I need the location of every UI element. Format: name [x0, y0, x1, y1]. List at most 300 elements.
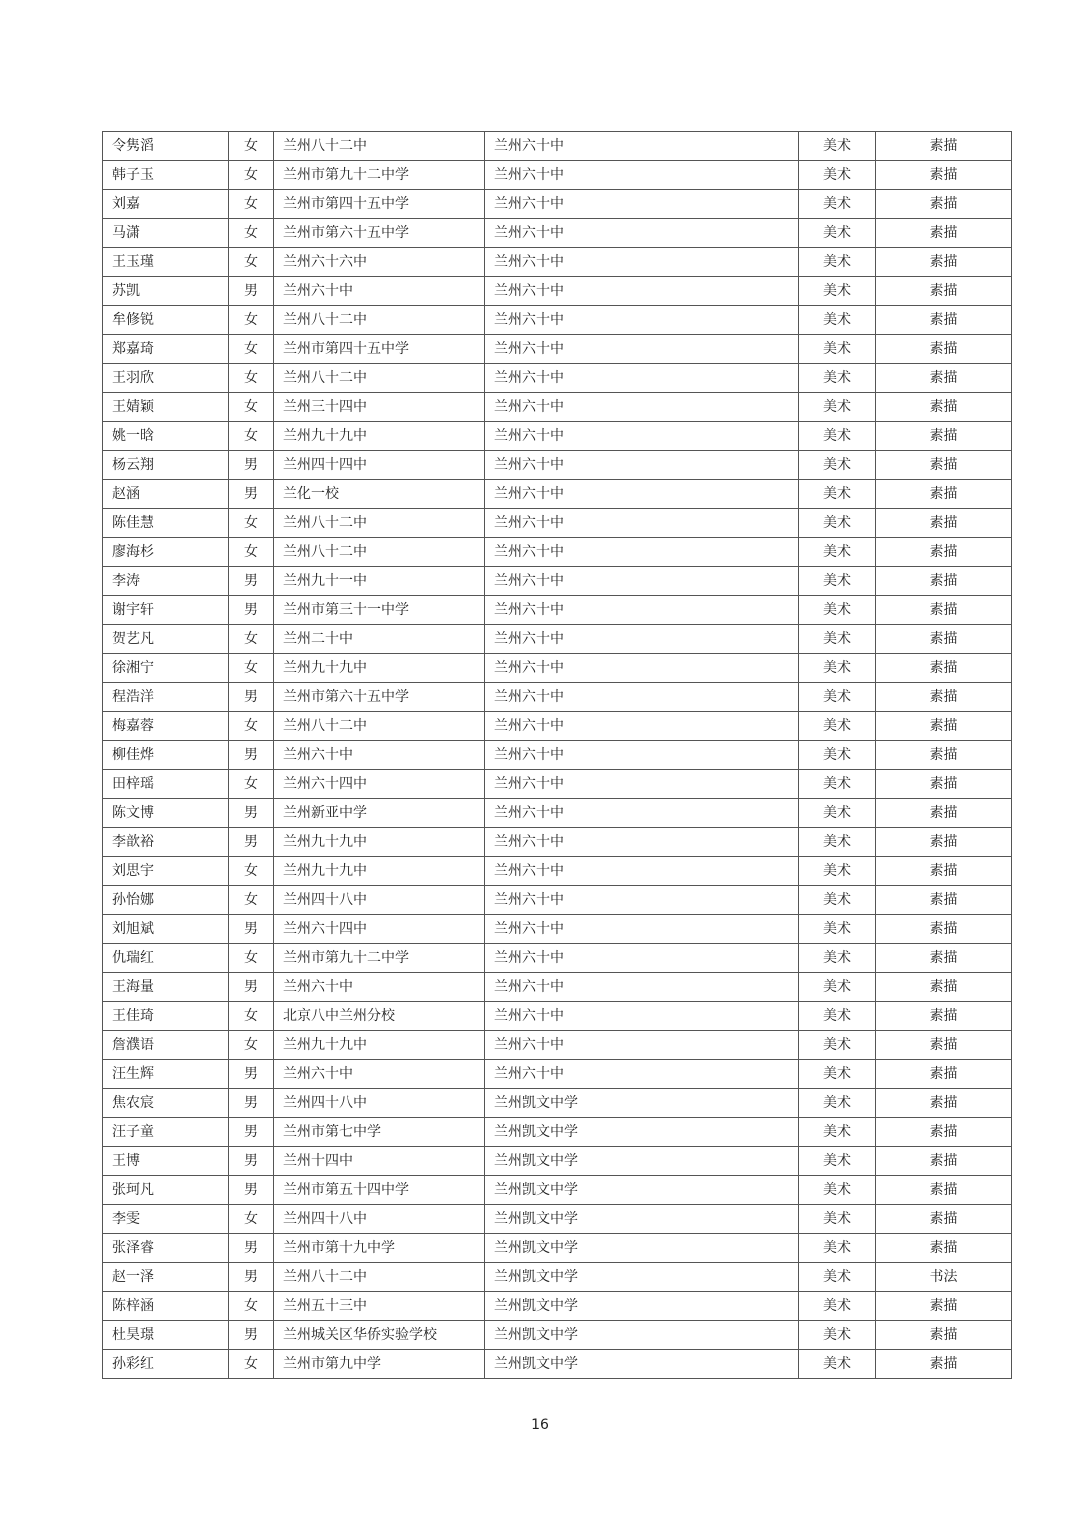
- table-row: [103, 828, 1012, 857]
- student-name-cell: 令隽滔: [103, 132, 229, 161]
- origin-school-cell: 兰州九十一中: [274, 567, 485, 596]
- category-cell: 美术: [799, 596, 876, 625]
- category-cell: 美术: [799, 973, 876, 1002]
- table-row: [103, 683, 1012, 712]
- table-row: [103, 857, 1012, 886]
- student-name-cell: 刘思宇: [103, 857, 229, 886]
- major-cell: 素描: [876, 1205, 1012, 1234]
- major-cell: 素描: [876, 335, 1012, 364]
- major-cell: 素描: [876, 741, 1012, 770]
- table-row: [103, 886, 1012, 915]
- gender-cell: 女: [229, 944, 274, 973]
- gender-cell: 男: [229, 683, 274, 712]
- table-row: [103, 944, 1012, 973]
- gender-cell: 女: [229, 335, 274, 364]
- gender-cell: 女: [229, 770, 274, 799]
- major-cell: 素描: [876, 190, 1012, 219]
- admitting-school-cell: 兰州凯文中学: [485, 1292, 799, 1321]
- student-name-cell: 梅嘉蓉: [103, 712, 229, 741]
- admitting-school-cell: 兰州六十中: [485, 277, 799, 306]
- student-name-cell: 陈佳慧: [103, 509, 229, 538]
- gender-cell: 男: [229, 567, 274, 596]
- origin-school-cell: 兰州六十四中: [274, 770, 485, 799]
- category-cell: 美术: [799, 712, 876, 741]
- major-cell: 素描: [876, 828, 1012, 857]
- major-cell: 素描: [876, 886, 1012, 915]
- student-name-cell: 田梓瑶: [103, 770, 229, 799]
- origin-school-cell: 兰州市第七中学: [274, 1118, 485, 1147]
- student-name-cell: 王玉瑾: [103, 248, 229, 277]
- category-cell: 美术: [799, 248, 876, 277]
- table-row: [103, 1350, 1012, 1379]
- category-cell: 美术: [799, 161, 876, 190]
- origin-school-cell: 兰州市第三十一中学: [274, 596, 485, 625]
- category-cell: 美术: [799, 1060, 876, 1089]
- origin-school-cell: 兰州六十中: [274, 1060, 485, 1089]
- category-cell: 美术: [799, 828, 876, 857]
- major-cell: 素描: [876, 364, 1012, 393]
- category-cell: 美术: [799, 538, 876, 567]
- gender-cell: 男: [229, 1089, 274, 1118]
- student-name-cell: 王羽欣: [103, 364, 229, 393]
- major-cell: 素描: [876, 1147, 1012, 1176]
- admitting-school-cell: 兰州六十中: [485, 973, 799, 1002]
- student-name-cell: 苏凯: [103, 277, 229, 306]
- major-cell: 素描: [876, 393, 1012, 422]
- origin-school-cell: 兰州九十九中: [274, 654, 485, 683]
- major-cell: 素描: [876, 161, 1012, 190]
- gender-cell: 男: [229, 741, 274, 770]
- admitting-school-cell: 兰州六十中: [485, 596, 799, 625]
- admitting-school-cell: 兰州六十中: [485, 944, 799, 973]
- admitting-school-cell: 兰州六十中: [485, 393, 799, 422]
- origin-school-cell: 北京八中兰州分校: [274, 1002, 485, 1031]
- category-cell: 美术: [799, 1118, 876, 1147]
- gender-cell: 男: [229, 1234, 274, 1263]
- table-row: [103, 277, 1012, 306]
- table-row: [103, 799, 1012, 828]
- origin-school-cell: 兰州六十中: [274, 741, 485, 770]
- major-cell: 素描: [876, 132, 1012, 161]
- student-name-cell: 贺艺凡: [103, 625, 229, 654]
- student-name-cell: 赵涵: [103, 480, 229, 509]
- table-row: [103, 712, 1012, 741]
- gender-cell: 女: [229, 1205, 274, 1234]
- origin-school-cell: 兰州市第四十五中学: [274, 190, 485, 219]
- table-row: [103, 422, 1012, 451]
- table-row: [103, 1234, 1012, 1263]
- category-cell: 美术: [799, 944, 876, 973]
- admitting-school-cell: 兰州凯文中学: [485, 1147, 799, 1176]
- table-row: [103, 480, 1012, 509]
- category-cell: 美术: [799, 857, 876, 886]
- admitting-school-cell: 兰州六十中: [485, 886, 799, 915]
- origin-school-cell: 兰州十四中: [274, 1147, 485, 1176]
- table-row: [103, 1321, 1012, 1350]
- gender-cell: 女: [229, 132, 274, 161]
- admitting-school-cell: 兰州六十中: [485, 1031, 799, 1060]
- origin-school-cell: 兰州市第四十五中学: [274, 335, 485, 364]
- gender-cell: 男: [229, 596, 274, 625]
- origin-school-cell: 兰化一校: [274, 480, 485, 509]
- major-cell: 素描: [876, 596, 1012, 625]
- student-name-cell: 仇瑞红: [103, 944, 229, 973]
- origin-school-cell: 兰州市第十九中学: [274, 1234, 485, 1263]
- table-row: [103, 161, 1012, 190]
- category-cell: 美术: [799, 306, 876, 335]
- student-name-cell: 赵一泽: [103, 1263, 229, 1292]
- category-cell: 美术: [799, 277, 876, 306]
- category-cell: 美术: [799, 1292, 876, 1321]
- origin-school-cell: 兰州九十九中: [274, 422, 485, 451]
- table-row: [103, 625, 1012, 654]
- student-roster-table: [102, 131, 1012, 1379]
- table-row: [103, 538, 1012, 567]
- category-cell: 美术: [799, 1205, 876, 1234]
- table-row: [103, 567, 1012, 596]
- major-cell: 素描: [876, 1060, 1012, 1089]
- admitting-school-cell: 兰州六十中: [485, 161, 799, 190]
- admitting-school-cell: 兰州凯文中学: [485, 1176, 799, 1205]
- admitting-school-cell: 兰州凯文中学: [485, 1350, 799, 1379]
- origin-school-cell: 兰州八十二中: [274, 306, 485, 335]
- roster-table-body: [103, 132, 1012, 1379]
- admitting-school-cell: 兰州六十中: [485, 538, 799, 567]
- table-row: [103, 741, 1012, 770]
- gender-cell: 女: [229, 1031, 274, 1060]
- student-name-cell: 陈文博: [103, 799, 229, 828]
- origin-school-cell: 兰州八十二中: [274, 132, 485, 161]
- origin-school-cell: 兰州五十三中: [274, 1292, 485, 1321]
- category-cell: 美术: [799, 480, 876, 509]
- category-cell: 美术: [799, 1176, 876, 1205]
- major-cell: 素描: [876, 306, 1012, 335]
- table-row: [103, 1060, 1012, 1089]
- page-number: 16: [531, 1417, 549, 1433]
- admitting-school-cell: 兰州六十中: [485, 509, 799, 538]
- admitting-school-cell: 兰州凯文中学: [485, 1205, 799, 1234]
- major-cell: 素描: [876, 654, 1012, 683]
- table-row: [103, 1002, 1012, 1031]
- gender-cell: 女: [229, 857, 274, 886]
- admitting-school-cell: 兰州凯文中学: [485, 1118, 799, 1147]
- major-cell: 素描: [876, 1292, 1012, 1321]
- gender-cell: 女: [229, 625, 274, 654]
- gender-cell: 女: [229, 1292, 274, 1321]
- table-row: [103, 219, 1012, 248]
- admitting-school-cell: 兰州六十中: [485, 1060, 799, 1089]
- category-cell: 美术: [799, 1263, 876, 1292]
- student-name-cell: 刘嘉: [103, 190, 229, 219]
- origin-school-cell: 兰州四十四中: [274, 451, 485, 480]
- major-cell: 素描: [876, 683, 1012, 712]
- student-name-cell: 汪生辉: [103, 1060, 229, 1089]
- category-cell: 美术: [799, 567, 876, 596]
- gender-cell: 女: [229, 712, 274, 741]
- category-cell: 美术: [799, 190, 876, 219]
- major-cell: 素描: [876, 451, 1012, 480]
- admitting-school-cell: 兰州六十中: [485, 770, 799, 799]
- origin-school-cell: 兰州八十二中: [274, 364, 485, 393]
- admitting-school-cell: 兰州六十中: [485, 567, 799, 596]
- major-cell: 素描: [876, 248, 1012, 277]
- origin-school-cell: 兰州八十二中: [274, 712, 485, 741]
- table-row: [103, 335, 1012, 364]
- category-cell: 美术: [799, 1031, 876, 1060]
- major-cell: 素描: [876, 944, 1012, 973]
- student-name-cell: 王海量: [103, 973, 229, 1002]
- origin-school-cell: 兰州六十中: [274, 277, 485, 306]
- major-cell: 素描: [876, 538, 1012, 567]
- major-cell: 素描: [876, 770, 1012, 799]
- origin-school-cell: 兰州市第六十五中学: [274, 683, 485, 712]
- student-name-cell: 李雯: [103, 1205, 229, 1234]
- origin-school-cell: 兰州市第九十二中学: [274, 161, 485, 190]
- origin-school-cell: 兰州三十四中: [274, 393, 485, 422]
- category-cell: 美术: [799, 132, 876, 161]
- major-cell: 书法: [876, 1263, 1012, 1292]
- table-row: [103, 1147, 1012, 1176]
- admitting-school-cell: 兰州六十中: [485, 132, 799, 161]
- admitting-school-cell: 兰州六十中: [485, 741, 799, 770]
- admitting-school-cell: 兰州六十中: [485, 915, 799, 944]
- admitting-school-cell: 兰州六十中: [485, 828, 799, 857]
- category-cell: 美术: [799, 915, 876, 944]
- major-cell: 素描: [876, 1118, 1012, 1147]
- admitting-school-cell: 兰州六十中: [485, 451, 799, 480]
- gender-cell: 女: [229, 364, 274, 393]
- gender-cell: 女: [229, 306, 274, 335]
- major-cell: 素描: [876, 509, 1012, 538]
- category-cell: 美术: [799, 625, 876, 654]
- major-cell: 素描: [876, 857, 1012, 886]
- origin-school-cell: 兰州八十二中: [274, 509, 485, 538]
- admitting-school-cell: 兰州六十中: [485, 625, 799, 654]
- gender-cell: 男: [229, 973, 274, 1002]
- category-cell: 美术: [799, 741, 876, 770]
- gender-cell: 男: [229, 451, 274, 480]
- gender-cell: 女: [229, 654, 274, 683]
- gender-cell: 男: [229, 799, 274, 828]
- student-name-cell: 詹濮语: [103, 1031, 229, 1060]
- student-name-cell: 李歆裕: [103, 828, 229, 857]
- table-row: [103, 1263, 1012, 1292]
- gender-cell: 女: [229, 509, 274, 538]
- admitting-school-cell: 兰州六十中: [485, 683, 799, 712]
- origin-school-cell: 兰州市第六十五中学: [274, 219, 485, 248]
- admitting-school-cell: 兰州六十中: [485, 219, 799, 248]
- category-cell: 美术: [799, 335, 876, 364]
- table-row: [103, 915, 1012, 944]
- table-row: [103, 190, 1012, 219]
- student-name-cell: 李涛: [103, 567, 229, 596]
- category-cell: 美术: [799, 886, 876, 915]
- gender-cell: 女: [229, 190, 274, 219]
- major-cell: 素描: [876, 712, 1012, 741]
- category-cell: 美术: [799, 1321, 876, 1350]
- origin-school-cell: 兰州八十二中: [274, 1263, 485, 1292]
- student-name-cell: 焦农宸: [103, 1089, 229, 1118]
- student-name-cell: 徐湘宁: [103, 654, 229, 683]
- origin-school-cell: 兰州九十九中: [274, 857, 485, 886]
- origin-school-cell: 兰州九十九中: [274, 1031, 485, 1060]
- table-row: [103, 1118, 1012, 1147]
- table-row: [103, 1205, 1012, 1234]
- origin-school-cell: 兰州六十四中: [274, 915, 485, 944]
- table-row: [103, 509, 1012, 538]
- admitting-school-cell: 兰州六十中: [485, 422, 799, 451]
- origin-school-cell: 兰州四十八中: [274, 886, 485, 915]
- category-cell: 美术: [799, 422, 876, 451]
- origin-school-cell: 兰州城关区华侨实验学校: [274, 1321, 485, 1350]
- major-cell: 素描: [876, 625, 1012, 654]
- gender-cell: 男: [229, 277, 274, 306]
- origin-school-cell: 兰州六十中: [274, 973, 485, 1002]
- category-cell: 美术: [799, 683, 876, 712]
- table-row: [103, 451, 1012, 480]
- major-cell: 素描: [876, 422, 1012, 451]
- category-cell: 美术: [799, 1147, 876, 1176]
- admitting-school-cell: 兰州六十中: [485, 248, 799, 277]
- student-name-cell: 王博: [103, 1147, 229, 1176]
- category-cell: 美术: [799, 1089, 876, 1118]
- student-name-cell: 张泽睿: [103, 1234, 229, 1263]
- admitting-school-cell: 兰州六十中: [485, 190, 799, 219]
- gender-cell: 女: [229, 219, 274, 248]
- category-cell: 美术: [799, 219, 876, 248]
- gender-cell: 女: [229, 1002, 274, 1031]
- student-name-cell: 韩子玉: [103, 161, 229, 190]
- gender-cell: 女: [229, 161, 274, 190]
- major-cell: 素描: [876, 219, 1012, 248]
- admitting-school-cell: 兰州六十中: [485, 799, 799, 828]
- gender-cell: 男: [229, 1321, 274, 1350]
- table-row: [103, 654, 1012, 683]
- origin-school-cell: 兰州市第九十二中学: [274, 944, 485, 973]
- category-cell: 美术: [799, 799, 876, 828]
- major-cell: 素描: [876, 1031, 1012, 1060]
- student-name-cell: 廖海杉: [103, 538, 229, 567]
- major-cell: 素描: [876, 1089, 1012, 1118]
- table-row: [103, 364, 1012, 393]
- major-cell: 素描: [876, 567, 1012, 596]
- major-cell: 素描: [876, 480, 1012, 509]
- student-name-cell: 程浩洋: [103, 683, 229, 712]
- table-row: [103, 1176, 1012, 1205]
- category-cell: 美术: [799, 1002, 876, 1031]
- gender-cell: 男: [229, 1060, 274, 1089]
- admitting-school-cell: 兰州六十中: [485, 364, 799, 393]
- admitting-school-cell: 兰州六十中: [485, 306, 799, 335]
- admitting-school-cell: 兰州六十中: [485, 1002, 799, 1031]
- origin-school-cell: 兰州市第五十四中学: [274, 1176, 485, 1205]
- student-name-cell: 姚一晗: [103, 422, 229, 451]
- table-row: [103, 248, 1012, 277]
- student-name-cell: 陈梓涵: [103, 1292, 229, 1321]
- major-cell: 素描: [876, 1176, 1012, 1205]
- student-name-cell: 杜昊璟: [103, 1321, 229, 1350]
- admitting-school-cell: 兰州六十中: [485, 857, 799, 886]
- table-row: [103, 770, 1012, 799]
- major-cell: 素描: [876, 1002, 1012, 1031]
- origin-school-cell: 兰州四十八中: [274, 1205, 485, 1234]
- table-row: [103, 132, 1012, 161]
- category-cell: 美术: [799, 1234, 876, 1263]
- gender-cell: 男: [229, 1263, 274, 1292]
- category-cell: 美术: [799, 364, 876, 393]
- category-cell: 美术: [799, 451, 876, 480]
- gender-cell: 女: [229, 538, 274, 567]
- gender-cell: 男: [229, 1176, 274, 1205]
- admitting-school-cell: 兰州凯文中学: [485, 1234, 799, 1263]
- origin-school-cell: 兰州市第九中学: [274, 1350, 485, 1379]
- gender-cell: 女: [229, 248, 274, 277]
- table-row: [103, 1031, 1012, 1060]
- category-cell: 美术: [799, 654, 876, 683]
- admitting-school-cell: 兰州凯文中学: [485, 1089, 799, 1118]
- gender-cell: 男: [229, 1118, 274, 1147]
- major-cell: 素描: [876, 1321, 1012, 1350]
- gender-cell: 男: [229, 480, 274, 509]
- admitting-school-cell: 兰州凯文中学: [485, 1263, 799, 1292]
- student-name-cell: 孙怡娜: [103, 886, 229, 915]
- gender-cell: 女: [229, 422, 274, 451]
- gender-cell: 女: [229, 886, 274, 915]
- major-cell: 素描: [876, 277, 1012, 306]
- major-cell: 素描: [876, 915, 1012, 944]
- gender-cell: 男: [229, 828, 274, 857]
- student-name-cell: 汪子童: [103, 1118, 229, 1147]
- admitting-school-cell: 兰州六十中: [485, 712, 799, 741]
- origin-school-cell: 兰州四十八中: [274, 1089, 485, 1118]
- table-row: [103, 1292, 1012, 1321]
- student-name-cell: 孙彩红: [103, 1350, 229, 1379]
- student-name-cell: 刘旭斌: [103, 915, 229, 944]
- student-name-cell: 郑嘉琦: [103, 335, 229, 364]
- table-row: [103, 596, 1012, 625]
- table-row: [103, 973, 1012, 1002]
- major-cell: 素描: [876, 799, 1012, 828]
- student-name-cell: 马潇: [103, 219, 229, 248]
- table-row: [103, 393, 1012, 422]
- admitting-school-cell: 兰州六十中: [485, 654, 799, 683]
- admitting-school-cell: 兰州凯文中学: [485, 1321, 799, 1350]
- origin-school-cell: 兰州六十六中: [274, 248, 485, 277]
- gender-cell: 男: [229, 1147, 274, 1176]
- student-name-cell: 王佳琦: [103, 1002, 229, 1031]
- origin-school-cell: 兰州八十二中: [274, 538, 485, 567]
- major-cell: 素描: [876, 973, 1012, 1002]
- major-cell: 素描: [876, 1234, 1012, 1263]
- student-name-cell: 柳佳烨: [103, 741, 229, 770]
- category-cell: 美术: [799, 1350, 876, 1379]
- gender-cell: 女: [229, 393, 274, 422]
- student-name-cell: 谢宇轩: [103, 596, 229, 625]
- gender-cell: 女: [229, 1350, 274, 1379]
- origin-school-cell: 兰州二十中: [274, 625, 485, 654]
- category-cell: 美术: [799, 509, 876, 538]
- major-cell: 素描: [876, 1350, 1012, 1379]
- origin-school-cell: 兰州九十九中: [274, 828, 485, 857]
- student-name-cell: 王婧颖: [103, 393, 229, 422]
- student-name-cell: 张珂凡: [103, 1176, 229, 1205]
- table-row: [103, 1089, 1012, 1118]
- origin-school-cell: 兰州新亚中学: [274, 799, 485, 828]
- table-row: [103, 306, 1012, 335]
- admitting-school-cell: 兰州六十中: [485, 335, 799, 364]
- admitting-school-cell: 兰州六十中: [485, 480, 799, 509]
- student-name-cell: 杨云翔: [103, 451, 229, 480]
